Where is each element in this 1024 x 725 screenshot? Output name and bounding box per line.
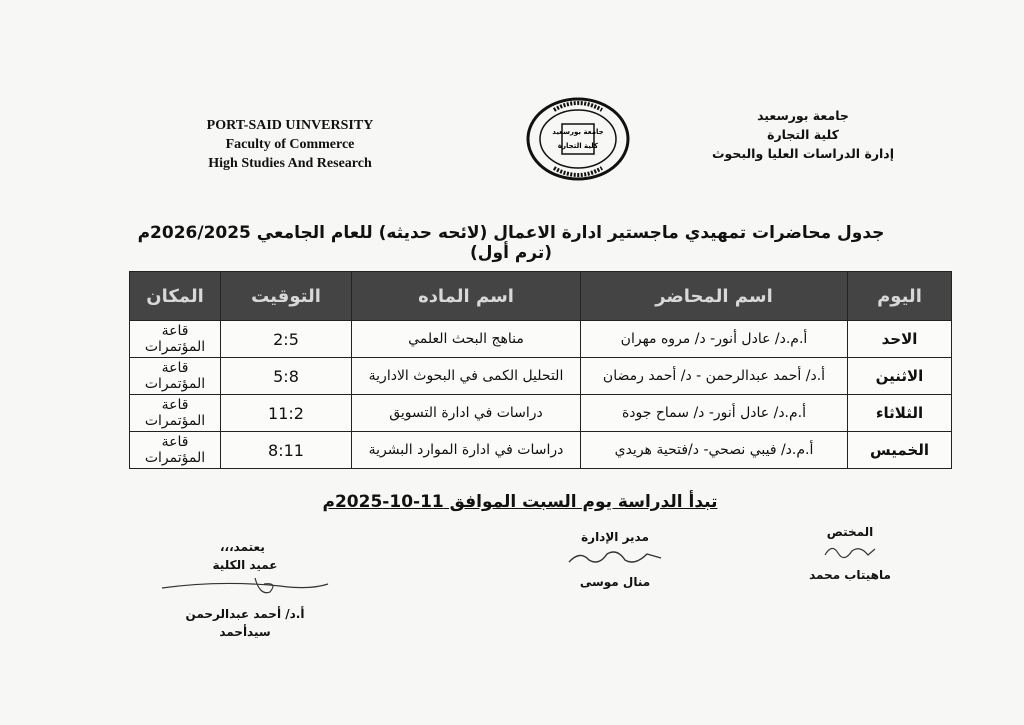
cell-time: 5:8 [221,358,352,395]
cell-place: قاعة المؤتمرات [130,358,221,395]
cell-day: الاثنين [848,358,952,395]
header-place: المكان [130,272,221,321]
manager-role: مدير الإدارة [581,530,649,544]
department-name-en: High Studies And Research [208,156,372,171]
cell-time: 11:2 [221,395,352,432]
header-lecturer: اسم المحاضر [581,272,848,321]
manager-signature-block [560,528,670,591]
table-row [130,321,952,358]
cell-time: 2:5 [221,321,352,358]
header-subject: اسم الماده [352,272,581,321]
faculty-name-ar: كلية التجارة [767,127,839,142]
dean-role: عميد الكلية [212,558,278,572]
cell-subject: التحليل الكمى في البحوث الادارية [352,358,581,395]
signature-scribble-icon [160,574,330,600]
svg-text:جامعة بورسعيد: جامعة بورسعيد [552,128,604,136]
table-row [130,395,952,432]
svg-text:كلية التجارة: كلية التجارة [557,142,599,150]
cell-lecturer: أ.م.د/ عادل أنور- د/ سماح جودة [581,395,848,432]
dean-approval: يعتمد،،، [220,540,265,554]
cell-day: الثلاثاء [848,395,952,432]
cell-day: الخميس [848,432,952,469]
table-row [130,358,952,395]
signature-scribble-icon [565,546,665,568]
start-date-note: تبدأ الدراسة يوم السبت الموافق 11-10-2025م [322,492,718,512]
faculty-seal-icon [524,96,632,182]
header-day: اليوم [848,272,952,321]
cell-time: 8:11 [221,432,352,469]
university-name-ar: جامعة بورسعيد [757,108,849,123]
manager-name: منال موسى [579,575,651,589]
specialist-name: ماهيتاب محمد [809,568,891,582]
table-header-row [130,272,952,321]
cell-subject: دراسات في ادارة التسويق [352,395,581,432]
cell-subject: مناهج البحث العلمي [352,321,581,358]
university-name-en: PORT-SAID UINVERSITY [206,118,374,133]
schedule-table [129,271,952,469]
dean-signature-block [160,538,330,641]
arabic-header [712,106,894,163]
department-name-ar: إدارة الدراسات العليا والبحوث [711,146,894,161]
cell-lecturer: أ.م.د/ عادل أنور- د/ مروه مهران [581,321,848,358]
dean-name: أ.د/ أحمد عبدالرحمن سيدأحمد [185,607,305,639]
faculty-name-en: Faculty of Commerce [225,137,355,152]
table-row [130,432,952,469]
cell-day: الاحد [848,321,952,358]
cell-place: قاعة المؤتمرات [130,395,221,432]
specialist-role: المختص [826,525,874,539]
english-header [190,116,390,173]
signature-scribble-icon [820,541,880,561]
schedule-title: جدول محاضرات تمهيدي ماجستير ادارة الاعمال (لائحه حديثه) للعام الجامعي 2026/2025م (ترم أول) [137,223,885,263]
cell-subject: دراسات في ادارة الموارد البشرية [352,432,581,469]
header-time: التوقيت [221,272,352,321]
cell-place: قاعة المؤتمرات [130,432,221,469]
specialist-signature-block [800,523,900,584]
cell-lecturer: أ.د/ أحمد عبدالرحمن - د/ أحمد رمضان [581,358,848,395]
cell-lecturer: أ.م.د/ فيبي نصحي- د/فتحية هريدي [581,432,848,469]
cell-place: قاعة المؤتمرات [130,321,221,358]
